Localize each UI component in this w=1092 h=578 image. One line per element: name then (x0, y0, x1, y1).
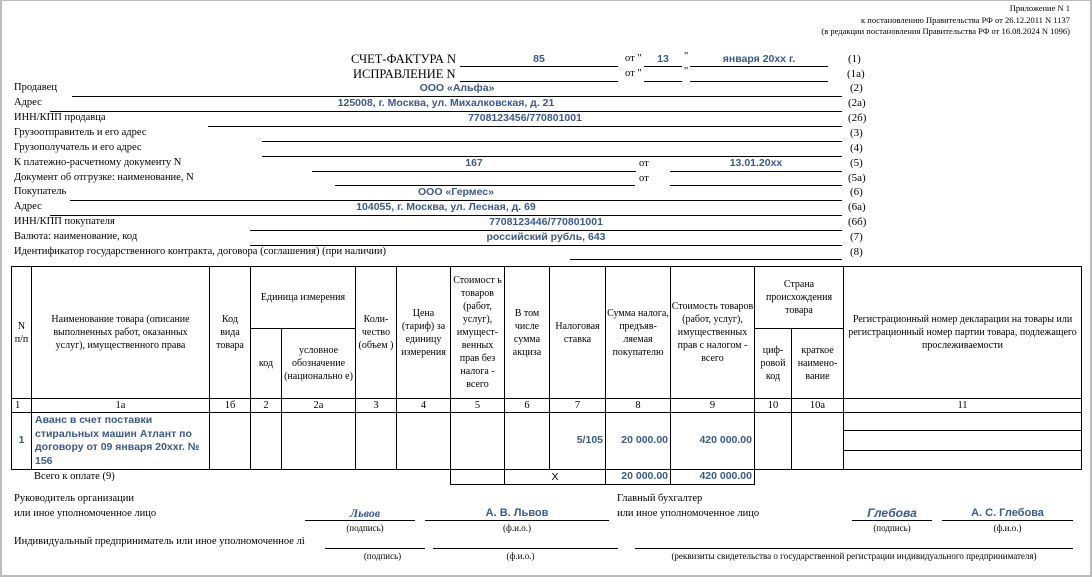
currency-value[interactable]: российский рубль, 643 (486, 231, 606, 243)
ref-5: (5) (850, 157, 863, 169)
row-qty[interactable] (355, 412, 397, 470)
th-country-group-text: Страна происхождения товара (765, 279, 833, 316)
th-country-code-text: циф- ровой код (760, 345, 786, 382)
invoice-number[interactable]: 85 (533, 53, 545, 65)
row-rate[interactable]: 5/105 (549, 412, 606, 470)
th-country-name-text: краткое наимено- вание (797, 345, 838, 382)
invoice-day-line (644, 66, 682, 67)
head-sign-caption: (подпись) (346, 523, 384, 533)
th-unit-code-text: код (258, 358, 274, 369)
column-number: 5 (450, 398, 505, 413)
ref-8: (8) (850, 246, 863, 258)
column-number: 1 (11, 398, 32, 413)
column-number: 1а (31, 398, 210, 413)
accountant-signature-line (852, 520, 932, 521)
th-cost-no-tax (450, 266, 505, 399)
decree-label: к постановлению Правительства РФ от 26.12.2011 N 1137 (861, 14, 1070, 25)
th-unit-code (250, 328, 282, 399)
th-country-name (791, 328, 844, 399)
th-unit-name (281, 328, 356, 399)
ie-details-line[interactable] (635, 548, 1073, 549)
th-price-text: Цена (тариф) за единицу измерения (401, 307, 446, 358)
column-number: 10 (754, 398, 792, 413)
shipping-doc-from: от (639, 173, 649, 184)
ref-4: (4) (850, 142, 863, 154)
invoice-from-label: от " (625, 53, 642, 64)
th-qty-text: Коли- чество (объем ) (358, 314, 394, 351)
payment-doc-label: К платежно-расчетному документу N (14, 157, 182, 168)
column-number: 6 (504, 398, 550, 413)
appendix-label: Приложение N 1 (1009, 3, 1070, 13)
payment-doc-from: от (639, 158, 649, 169)
head-label-2: или иное уполномоченное лицо (14, 508, 157, 519)
ref-6a: (6а) (848, 201, 866, 213)
accountant-name-line (942, 520, 1073, 521)
ie-signature-line[interactable] (325, 548, 425, 549)
invoice-title: СЧЕТ-ФАКТУРА N (351, 52, 457, 66)
total-cost-no-tax (450, 469, 505, 485)
row-name-text: Аванс в счет поставки стиральных машин Атлант по договору от 09 января 20ххг. № 156 (35, 414, 200, 467)
accountant-signature[interactable]: Глебова (867, 506, 917, 520)
row-n: 1 (11, 412, 32, 470)
column-number: 9 (670, 398, 755, 413)
ie-sign-caption: (подпись) (363, 551, 402, 561)
row-kind-code[interactable] (209, 412, 251, 470)
shipper-line[interactable] (262, 141, 842, 142)
accountant-sign-caption: (подпись) (873, 523, 911, 533)
ref-2b: (2б) (848, 112, 867, 124)
ref-3: (3) (850, 127, 863, 139)
seller-address-value[interactable]: 125008, г. Москва, ул. Михалковская, д. 21 (337, 97, 555, 109)
invoice-number-line (460, 66, 618, 67)
accountant-label-2: или иное уполномоченное лицо (617, 508, 760, 519)
th-country-code (754, 328, 792, 399)
consignee-label: Грузополучатель и его адрес (14, 142, 142, 153)
total-excise-x: X (504, 469, 606, 485)
th-name-text: Наименование товара (описание выполненных работ, оказанных услуг), имущественного права (51, 314, 190, 351)
ie-details-caption: (реквизиты свидетельства о государственной регистрации индивидуального предпринимателя) (671, 551, 1037, 561)
ref-5a: (5а) (848, 172, 866, 184)
ie-fio-caption: (ф.и.о.) (506, 551, 535, 561)
correction-title: ИСПРАВЛЕНИЕ N (353, 67, 456, 81)
th-declaration (843, 266, 1082, 399)
invoice-month-line (690, 66, 828, 67)
total-cost-with-tax: 420 000.00 (670, 469, 755, 485)
ie-name-line[interactable] (433, 548, 618, 549)
ref-1a: (1а) (847, 68, 865, 80)
column-number: 8 (605, 398, 671, 413)
row-declaration-2[interactable] (843, 430, 1082, 451)
invoice-day[interactable]: 13 (657, 53, 669, 65)
row-price[interactable] (396, 412, 451, 470)
shipping-doc-label: Документ об отгрузке: наименование, N (14, 172, 194, 183)
th-rate (549, 266, 606, 399)
buyer-value[interactable]: ООО «Гермес» (418, 186, 494, 198)
head-signature-line (305, 520, 415, 521)
buyer-inn-value[interactable]: 7708123446/770801001 (489, 216, 603, 228)
seller-label: Продавец (14, 82, 57, 93)
th-cost-no-tax-text: Стоимост ь товаров (работ, услуг), имущест- венных прав без налога - всего (453, 275, 502, 390)
ref-7: (7) (850, 231, 863, 243)
row-declaration-3[interactable] (843, 450, 1082, 470)
contract-id-line[interactable] (570, 259, 842, 260)
ref-6b: (6б) (848, 216, 867, 228)
appendix-header (821, 3, 1070, 38)
correction-from-label: от " (625, 68, 642, 79)
row-country-code[interactable] (754, 412, 792, 470)
row-unit-code[interactable] (250, 412, 282, 470)
th-unit-name-text: условное обозначение (национально е) (284, 345, 353, 382)
accountant-label-1: Главный бухгалтер (617, 493, 703, 504)
row-excise[interactable] (504, 412, 550, 470)
head-name-line (425, 520, 609, 521)
buyer-inn-label: ИНН/КПП покупателя (14, 216, 115, 227)
th-rate-text: Налоговая ставка (555, 320, 600, 345)
column-number: 2 (250, 398, 282, 413)
shipper-label: Грузоотправитель и его адрес (14, 127, 147, 138)
invoice-month-year[interactable]: января 20xx г. (722, 53, 796, 65)
payment-doc-date-line (670, 171, 842, 172)
invoice-quote-close: " (684, 51, 689, 62)
th-declaration-text: Регистрационный номер декларации на товары или регистрационный номер партии товара, подлежащего прослеживаемости (848, 314, 1077, 351)
row-cost-no-tax[interactable] (450, 412, 505, 470)
column-number: 1б (209, 398, 251, 413)
buyer-label: Покупатель (14, 186, 67, 197)
buyer-address-value[interactable]: 104055, г. Москва, ул. Лесная, д. 69 (356, 201, 536, 213)
head-fio-caption: (ф.и.о.) (503, 523, 531, 533)
column-number: 7 (549, 398, 606, 413)
th-cost-with-tax-text: Стоимость товаров (работ, услуг), имущественных прав с налогом - всего (671, 301, 754, 364)
row-name[interactable] (31, 412, 210, 470)
row-country-name[interactable] (791, 412, 844, 470)
ref-6: (6) (850, 186, 863, 198)
row-declaration-1[interactable] (843, 412, 1082, 431)
th-n (11, 266, 32, 399)
th-unit-group (250, 266, 356, 329)
column-number: 11 (843, 398, 1082, 413)
buyer-address-label: Адрес (14, 201, 42, 212)
th-unit-group-text: Единица измерения (260, 292, 346, 303)
th-name (31, 266, 210, 399)
contract-id-label: Идентификатор государственного контракта, договора (соглашения) (при наличии) (14, 246, 386, 257)
row-unit-name[interactable] (281, 412, 356, 470)
ref-1: (1) (848, 53, 861, 65)
th-cost-with-tax (670, 266, 755, 399)
th-qty (355, 266, 397, 399)
total-label: Всего к оплате (9) (34, 471, 115, 482)
payment-doc-date[interactable]: 13.01.20xx (729, 157, 783, 169)
currency-label: Валюта: наименование, код (14, 231, 138, 242)
correction-quote-close: " (684, 66, 689, 77)
th-tax-text: Сумма налога, предъяв- ляемая покупателю (607, 307, 669, 358)
column-number: 4 (396, 398, 451, 413)
th-n-text: N п/п (14, 320, 29, 345)
th-tax (605, 266, 671, 399)
edition-label: (в редакции постановления Правительства РФ от 16.08.2024 N 1096) (821, 26, 1070, 36)
head-label-1: Руководитель организации (14, 493, 134, 504)
seller-value[interactable]: ООО «Альфа» (419, 82, 495, 94)
seller-inn-line (208, 126, 842, 127)
column-number: 2а (281, 398, 356, 413)
payment-doc-line (312, 171, 636, 172)
seller-inn-label: ИНН/КПП продавца (14, 112, 106, 123)
column-number: 10а (791, 398, 844, 413)
th-price (396, 266, 451, 399)
th-excise-text: В том числе сумма акциза (512, 307, 542, 358)
accountant-fio-caption: (ф.и.о.) (993, 523, 1022, 533)
ie-label: Индивидуальный предприниматель или иное уполномоченное лі (14, 536, 305, 547)
seller-inn-value[interactable]: 7708123456/770801001 (468, 112, 582, 124)
seller-address-label: Адрес (14, 97, 42, 108)
column-number: 3 (355, 398, 397, 413)
head-signature[interactable]: Львов (349, 506, 381, 520)
row-cost-with-tax[interactable]: 420 000.00 (670, 412, 755, 470)
total-tax: 20 000.00 (605, 469, 671, 485)
head-name[interactable]: А. В. Львов (485, 507, 549, 519)
th-kind-code (209, 266, 251, 399)
ref-2a: (2а) (848, 97, 866, 109)
accountant-name[interactable]: А. С. Глебова (971, 507, 1044, 519)
ref-2: (2) (850, 82, 863, 94)
th-kind-code-text: Код вида товара (216, 314, 244, 351)
row-tax[interactable]: 20 000.00 (605, 412, 671, 470)
th-country-group (754, 266, 844, 329)
th-excise (504, 266, 550, 399)
payment-doc-number[interactable]: 167 (465, 157, 483, 169)
